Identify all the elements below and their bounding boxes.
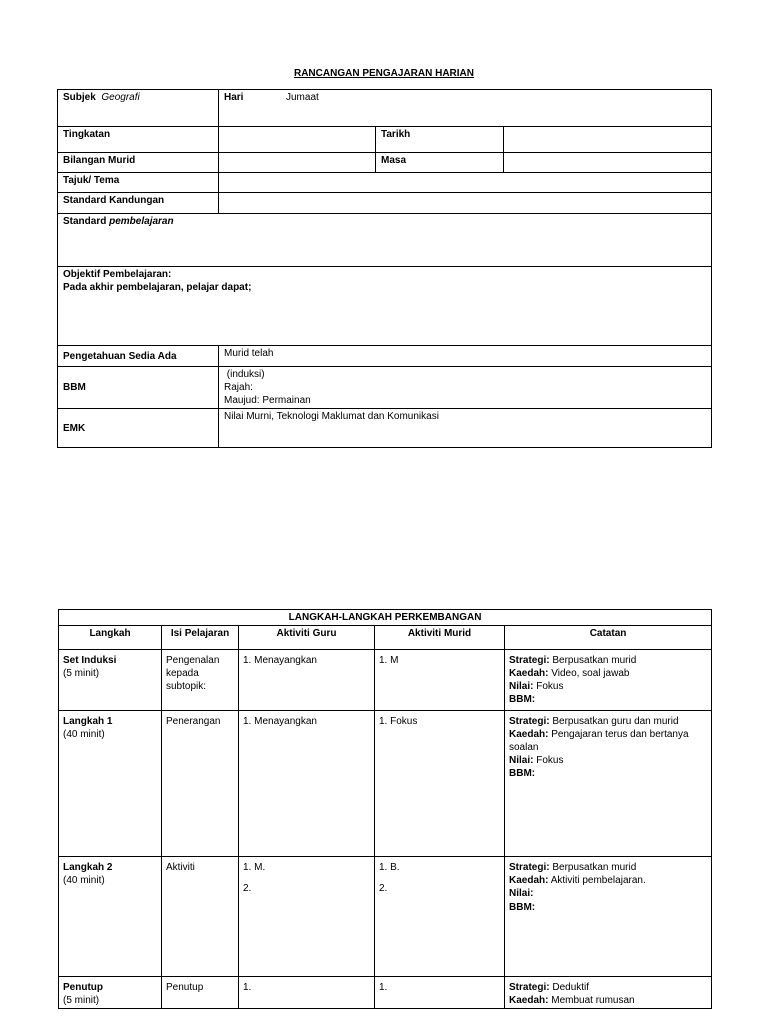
langkah-cell (59, 711, 162, 857)
tingkatan-label: Tingkatan (58, 127, 219, 153)
langkah-cell (59, 857, 162, 977)
catatan-cell (505, 977, 712, 1009)
psa-label: Pengetahuan Sedia Ada (58, 346, 219, 367)
kaedah-label: Kaedah: (509, 875, 549, 886)
bbm-value (219, 367, 712, 409)
hari-label: Hari (224, 92, 244, 103)
document-title: RANCANGAN PENGAJARAN HARIAN (293, 68, 474, 79)
catatan-cell (505, 857, 712, 977)
langkah-cell (59, 650, 162, 711)
col-header: Catatan (505, 626, 712, 650)
strategi-label: Strategi: (509, 862, 550, 873)
emk-label: EMK (58, 409, 219, 448)
murid-cell (375, 857, 505, 977)
strategi-label: Strategi: (509, 716, 550, 727)
murid-line: 1. M (379, 655, 399, 666)
table-row (59, 711, 712, 857)
isi-line: Aktiviti (166, 862, 195, 873)
nilai-label: Nilai: (509, 681, 534, 692)
murid-line: 1. Fokus (379, 716, 418, 727)
lesson-info-table (57, 89, 712, 448)
langkah-name: Penutup (63, 982, 103, 993)
isi-cell (162, 857, 239, 977)
emk-value: Nilai Murni, Teknologi Maklumat dan Komunikasi (219, 409, 712, 448)
isi-line: Penutup (166, 982, 204, 993)
bbm-line: Maujud: Permainan (224, 395, 311, 406)
kaedah-value: Pengajaran terus dan bertanya (551, 729, 689, 740)
masa-label: Masa (376, 153, 504, 173)
tarikh-label: Tarikh (376, 127, 504, 153)
langkah-time: (40 minit) (63, 729, 105, 740)
col-header: Aktiviti Murid (375, 626, 505, 650)
nilai-label: Nilai: (509, 888, 534, 899)
table-row (59, 977, 712, 1009)
guru-line: 1. M. (243, 862, 266, 873)
murid-line: 2. (379, 883, 388, 894)
nilai-label: Nilai: (509, 755, 534, 766)
kaedah-label: Kaedah: (509, 668, 549, 679)
col-header: Aktiviti Guru (239, 626, 375, 650)
bbm-label: BBM: (509, 768, 536, 779)
catatan-cell (505, 650, 712, 711)
strategi-value: Berpusatkan murid (552, 655, 637, 666)
murid-line: 1. (379, 982, 388, 993)
nilai-value: Fokus (536, 755, 564, 766)
strategi-value: Berpusatkan guru dan murid (552, 716, 679, 727)
isi-cell (162, 711, 239, 857)
col-header: Langkah (59, 626, 162, 650)
guru-line: 1. Menayangkan (243, 655, 317, 666)
isi-line: subtopik: (166, 681, 207, 692)
bilangan-value[interactable] (219, 153, 376, 173)
murid-cell (375, 977, 505, 1009)
kaedah-value: Video, soal jawab (551, 668, 630, 679)
strategi-value: Deduktif (552, 982, 590, 993)
kaedah-label: Kaedah: (509, 995, 549, 1006)
guru-line: 2. (243, 883, 252, 894)
langkah-time: (40 minit) (63, 875, 105, 886)
bbm-line: Rajah: (224, 382, 253, 393)
standard-kandungan-value[interactable] (219, 193, 712, 214)
isi-line: Pengenalan (166, 655, 220, 666)
catatan-cell (505, 711, 712, 857)
murid-cell (375, 711, 505, 857)
bilangan-label: Bilangan Murid (58, 153, 219, 173)
guru-cell (239, 977, 375, 1009)
psa-value: Murid telah (219, 346, 712, 367)
tarikh-value[interactable] (504, 127, 712, 153)
bbm-line: (induksi) (224, 369, 265, 380)
objektif-sub: Pada akhir pembelajaran, pelajar dapat; (63, 282, 252, 293)
langkah-name: Langkah 2 (63, 862, 113, 873)
isi-cell (162, 650, 239, 711)
kaedah-value-cont: soalan (509, 742, 539, 753)
table-row (59, 857, 712, 977)
steps-heading: LANGKAH-LANGKAH PERKEMBANGAN (59, 610, 712, 626)
tingkatan-value[interactable] (219, 127, 376, 153)
murid-line: 1. B. (379, 862, 400, 873)
strategi-value: Berpusatkan murid (552, 862, 637, 873)
langkah-name: Langkah 1 (63, 716, 113, 727)
steps-table (58, 609, 712, 1009)
bbm-label: BBM: (509, 902, 536, 913)
subjek-cell (58, 90, 219, 127)
langkah-cell (59, 977, 162, 1009)
guru-line: 1. Menayangkan (243, 716, 317, 727)
standard-pembelajaran-cell (58, 214, 712, 267)
bbm-label: BBM: (509, 694, 536, 705)
objektif-label: Objektif Pembelajaran: (63, 269, 172, 280)
standard-pembelajaran-label-italic: pembelajaran (109, 216, 174, 227)
subjek-value: Geografi (101, 92, 140, 103)
kaedah-value: Aktiviti pembelajaran. (550, 875, 646, 886)
tajuk-value[interactable] (219, 173, 712, 193)
masa-value[interactable] (504, 153, 712, 173)
hari-cell (219, 90, 712, 127)
kaedah-value: Membuat rumusan (551, 995, 635, 1006)
langkah-time: (5 minit) (63, 668, 100, 679)
strategi-label: Strategi: (509, 982, 550, 993)
isi-cell (162, 977, 239, 1009)
guru-line: 1. (243, 982, 252, 993)
subjek-label: Subjek (63, 92, 96, 103)
standard-pembelajaran-label: Standard (63, 216, 107, 227)
isi-line: kepada (166, 668, 199, 679)
langkah-time: (5 minit) (63, 995, 100, 1006)
tajuk-label: Tajuk/ Tema (58, 173, 219, 193)
hari-value: Jumaat (286, 92, 319, 103)
murid-cell (375, 650, 505, 711)
kaedah-label: Kaedah: (509, 729, 549, 740)
guru-cell (239, 650, 375, 711)
langkah-name: Set Induksi (63, 655, 117, 666)
table-row (59, 650, 712, 711)
isi-line: Penerangan (166, 716, 221, 727)
col-header: Isi Pelajaran (162, 626, 239, 650)
guru-cell (239, 711, 375, 857)
guru-cell (239, 857, 375, 977)
nilai-value: Fokus (536, 681, 564, 692)
bbm-label: BBM (58, 367, 219, 409)
standard-kandungan-label: Standard Kandungan (58, 193, 219, 214)
strategi-label: Strategi: (509, 655, 550, 666)
objektif-cell (58, 267, 712, 346)
